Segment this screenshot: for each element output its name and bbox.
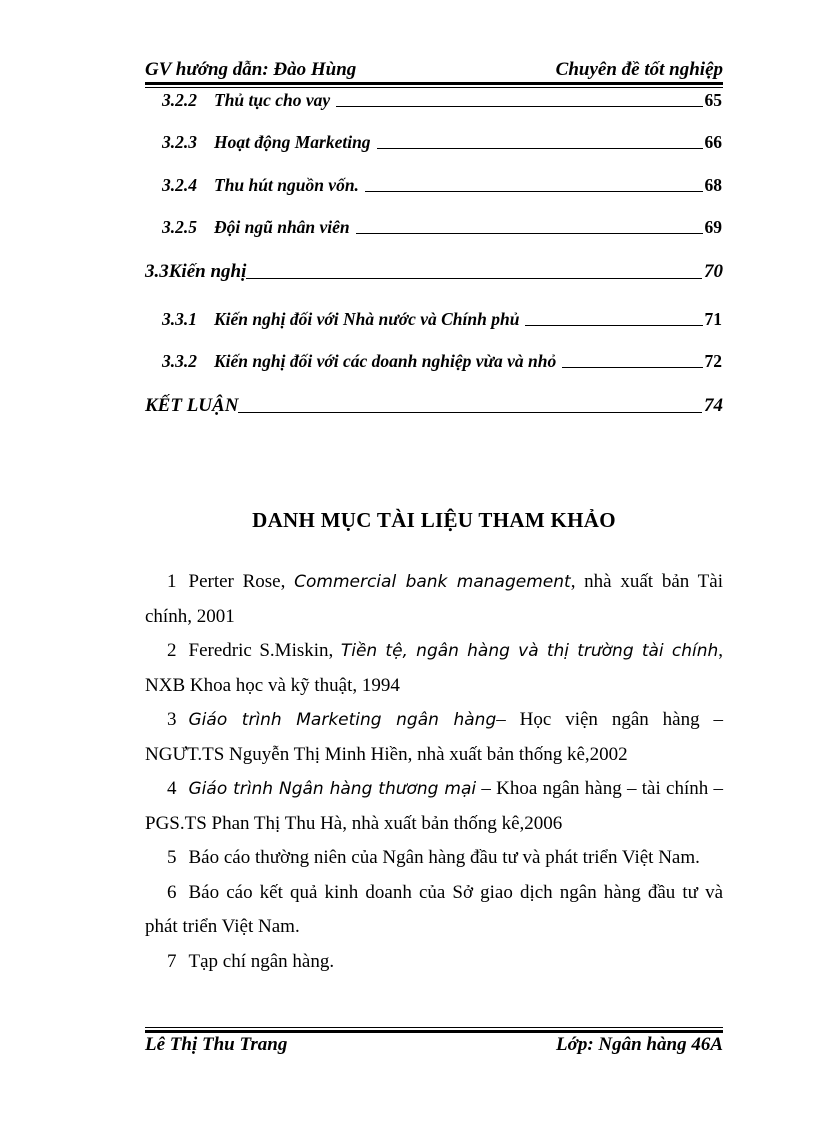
- toc-conclusion-entry: [145, 395, 723, 417]
- toc-leader-line: [238, 412, 702, 413]
- reference-text: Báo cáo kết quả kinh doanh của Sở giao dịch ngân hàng đầu tư và phát triển Việt Nam.: [145, 881, 723, 937]
- toc-page-number: 70: [704, 261, 723, 282]
- header-rule: [145, 82, 723, 85]
- toc-page-number: 68: [704, 175, 722, 195]
- reference-text: – Học viện ngân hàng – NGƯT.TS Nguyễn Thị Minh Hiền, nhà xuất bản thống kê,2002: [145, 709, 723, 765]
- toc-title: Thủ tục cho vay: [214, 90, 331, 110]
- header-rule-thin: [145, 87, 723, 88]
- reference-number: 4: [167, 778, 177, 799]
- footer-rule-thin: [145, 1027, 723, 1028]
- reference-title-italic: Giáo trình Ngân hàng thương mại: [188, 779, 477, 799]
- header-advisor: GV hướng dẫn: Đào Hùng: [145, 59, 357, 80]
- toc-entry: [162, 309, 722, 330]
- toc-section-entry: [145, 261, 723, 283]
- reference-number: 1: [167, 571, 177, 592]
- toc-title: Hoạt động Marketing: [214, 132, 371, 152]
- toc-leader-line: [562, 367, 702, 368]
- toc-title: KẾT LUẬN: [145, 395, 239, 416]
- reference-item: [145, 703, 723, 772]
- reference-item: [145, 945, 723, 980]
- toc-number: 3.2.2: [162, 90, 197, 110]
- reference-text: , NXB Khoa học và kỹ thuật, 1994: [145, 640, 723, 696]
- reference-number: 3: [167, 709, 177, 730]
- toc-number: 3.3.2: [162, 351, 197, 371]
- toc-entry: [162, 90, 722, 111]
- reference-item: [145, 565, 723, 634]
- reference-number: 2: [167, 640, 177, 661]
- toc-number: 3.3: [145, 261, 169, 282]
- reference-text: Feredric S.Miskin,: [188, 640, 341, 661]
- footer-author: Lê Thị Thu Trang: [145, 1034, 288, 1055]
- reference-title-italic: Giáo trình Marketing ngân hàng: [188, 710, 497, 730]
- toc-page-number: 65: [704, 90, 722, 110]
- page-footer: [145, 1032, 723, 1058]
- toc-entry: [162, 175, 722, 196]
- toc-title: Thu hút nguồn vốn.: [214, 175, 359, 195]
- reference-item: [145, 841, 723, 876]
- toc-page-number: 72: [704, 351, 722, 371]
- footer-class: Lớp: Ngân hàng 46A: [556, 1034, 723, 1055]
- reference-number: 6: [167, 881, 177, 903]
- header-doc-type: Chuyên đề tốt nghiệp: [555, 59, 723, 80]
- references-list: [145, 565, 723, 979]
- toc-page-number: 74: [704, 395, 723, 416]
- toc-title: Kiến nghị đối với các doanh nghiệp vừa và nhỏ: [214, 351, 557, 371]
- toc-title: Đội ngũ nhân viên: [214, 217, 350, 237]
- reference-number: 7: [167, 950, 177, 972]
- toc-entry: [162, 217, 722, 238]
- toc-entry: [162, 351, 722, 372]
- reference-title-italic: Tiền tệ, ngân hàng và thị trường tài chính: [340, 641, 719, 661]
- reference-text: Tạp chí ngân hàng.: [188, 950, 335, 972]
- toc-entry: [162, 132, 722, 153]
- references-heading: DANH MỤC TÀI LIỆU THAM KHẢO: [252, 508, 616, 532]
- toc-number: 3.2.3: [162, 132, 197, 152]
- toc-leader-line: [377, 148, 703, 149]
- toc-leader-line: [365, 191, 703, 192]
- toc-leader-line: [356, 233, 703, 234]
- reference-text: Perter Rose,: [188, 571, 295, 592]
- toc-leader-line: [525, 325, 702, 326]
- reference-title-italic: Commercial bank management: [294, 572, 571, 592]
- toc-number: 3.2.4: [162, 175, 197, 195]
- reference-number: 5: [167, 847, 177, 868]
- toc-number: 3.3.1: [162, 309, 197, 329]
- toc-number: 3.2.5: [162, 217, 197, 237]
- reference-text: , nhà xuất bản Tài chính, 2001: [145, 571, 723, 627]
- toc-title: Kiến nghị đối với Nhà nước và Chính phủ: [214, 309, 520, 329]
- reference-text: – Khoa ngân hàng – tài chính – PGS.TS Phan Thị Thu Hà, nhà xuất bản thống kê,2006: [145, 778, 723, 834]
- toc-title: Kiến nghị: [168, 261, 247, 282]
- toc-page-number: 71: [704, 309, 722, 329]
- reference-item: [145, 634, 723, 703]
- page-header: [145, 55, 723, 81]
- reference-item: [145, 876, 723, 945]
- reference-item: [145, 772, 723, 841]
- toc-leader-line: [246, 278, 702, 279]
- toc-page-number: 69: [704, 217, 722, 237]
- toc-page-number: 66: [704, 132, 722, 152]
- toc-leader-line: [336, 106, 702, 107]
- reference-text: Báo cáo thường niên của Ngân hàng đầu tư và phát triển Việt Nam.: [188, 847, 700, 868]
